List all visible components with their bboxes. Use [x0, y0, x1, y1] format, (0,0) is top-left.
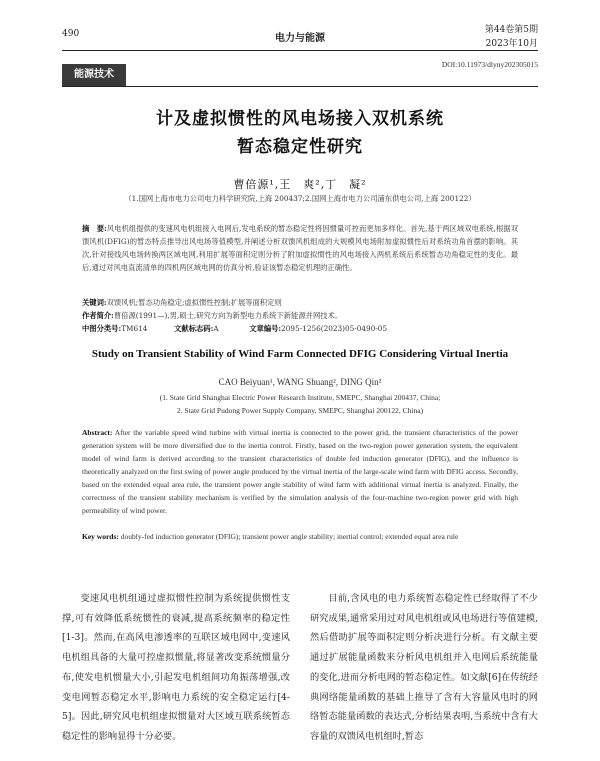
- affiliations-en-line1: (1. State Grid Shanghai Electric Power Research Institute, SMEPC, Shanghai 200437, China;: [159, 393, 441, 402]
- author-bio-text: 曹倍源(1991—),男,硕士,研究方向为新型电力系统下新能源并网技术。: [113, 311, 343, 320]
- section-tag: 能源技术: [62, 64, 126, 86]
- abstract-zh: [82, 222, 518, 274]
- doc-code-label: 文献标志码:: [174, 324, 214, 333]
- clc-label: 中图分类号:: [82, 324, 122, 333]
- author-bio-zh: [82, 309, 518, 322]
- title-zh-line2: 暂态稳定性研究: [237, 137, 363, 157]
- keywords-zh-label: 关键词:: [82, 298, 107, 307]
- classification-zh: [82, 322, 518, 335]
- authors-en: CAO Beiyuan¹, WANG Shuang², DING Qin²: [218, 377, 382, 387]
- title-zh-line1: 计及虚拟惯性的风电场接入双机系统: [156, 109, 444, 129]
- page-number: 490: [62, 29, 80, 39]
- authors-zh: 曹倍源¹,王 爽²,丁 凝²: [233, 178, 367, 191]
- keywords-zh-text: 双馈风机;暂态功角稳定;虚拟惯性控制;扩展等面积定则: [106, 298, 282, 307]
- header-rule: [62, 50, 538, 51]
- article-number-value: 2095-1256(2023)05-0490-05: [281, 324, 388, 333]
- doi: DOI:10.11973/dlyny202305015: [441, 60, 538, 69]
- section-rule: [62, 86, 538, 87]
- clc-value: TM614: [121, 324, 148, 333]
- affiliations-zh: （1.国网上海市电力公司电力科学研究院,上海 200437;2.国网上海市电力公司浦东供电公司,上海 200122）: [124, 194, 476, 203]
- article-number-label: 文章编号:: [249, 324, 282, 333]
- keywords-zh: [82, 296, 518, 309]
- keywords-en-label: Key words:: [82, 532, 119, 541]
- journal-name: 电力与能源: [275, 33, 325, 44]
- doc-code-value: A: [213, 324, 219, 333]
- keywords-en-text: doubly-fed induction generator (DFIG); transient power angle stability; inertial control; extended equal area rule: [120, 532, 459, 541]
- author-bio-label: 作者简介:: [82, 311, 114, 320]
- issue-date: 2023年10月: [485, 39, 538, 49]
- abstract-en-label: Abstract:: [82, 428, 113, 437]
- title-en: Study on Transient Stability of Wind Farm Connected DFIG Considering Virtual Inertia: [91, 348, 509, 360]
- abstract-en-text: After the variable speed wind turbine with virtual inertia is connected to the power grid, the transient characteristics of the power generation system will be more diversified due to the inertia control. Firstly, based on the two-region power generation system, the equivalent model of wind farm is derived according to the transient characteristics of double fed induction generator (DFIG), and the influence is theoretically analyzed on the first swing of power angle produced by the virtual inertia of the large-scale wind farm with DFIG access. Secondly, based on the extended equal area rule, the transient power angle stability of wind farm with additional virtual inertia is analyzed. Finally, the correctness of the transient stability mechanism is verified by the simulation analysis of the four-machine two-region power grid with high permeability of wind power.: [82, 428, 519, 515]
- abstract-zh-label: 摘 要:: [82, 224, 107, 233]
- abstract-en: [82, 426, 518, 517]
- affiliations-en-line2: 2. State Grid Pudong Power Supply Company, SMEPC, Shanghai 200122, China): [176, 406, 424, 415]
- keywords-en: [82, 530, 518, 543]
- body-left-column: 变速风电机组通过虚拟惯性控制为系统提供惯性支撑,可有效降低系统惯性的衰减,提高系统频率的稳定性[1-3]。然而,在高风电渗透率的互联区域电网中,变速风电机组具备的大量可控虚拟惯量,将显著改变系统惯量分布,使发电机惯量大小,引起发电机组间功角振荡增强,改变电网暂态稳定水平,影响电力系统的安全稳定运行[4-5]。因此,研究风电机组虚拟惯量对大区域互联系统暂态稳定性的影响显得十分必要。: [62, 593, 290, 742]
- abstract-zh-text: 风电机组提供的变速风电机组接入电网后,发电系统的暂态稳定性将因惯量可控而更加多样化。首先,基于两区域双电系统,根据双馈风机(DFIG)的暂态特点推导出风电场等值模型,并阐述分析双馈风机组成的大规模风电场附加虚拟惯性后对系统功角首摆的影响。其次,针对接线风电场转换两区域电网,利用扩展等面积定则分析了附加虚拟惯性的风电场接入两机系统后系统暂态功角稳定性的变化。最后,通过对风电直流清单的四机两区域电网的仿真分析,验证该暂态稳定机理的正确性。: [82, 224, 518, 272]
- body-right-column: 目前,含风电的电力系统暂态稳定性已经取得了不少研究成果,通常采用过对风电机组或风电场进行等值建模,然后借助扩展等面积定则分析决进行分析。有文献主要通过扩展能量函数来分析风电机组并入电网后系统能量的变化,进而分析电网的暂态稳定性。如文献[6]在传统经典网络能量函数的基础上推导了含有大容量风电时的网络暂态能量函数的表达式,分析结果表明,当系统中含有大容量的双馈风电机组时,暂态: [310, 593, 538, 742]
- volume-issue: 第44卷第5期: [484, 25, 538, 35]
